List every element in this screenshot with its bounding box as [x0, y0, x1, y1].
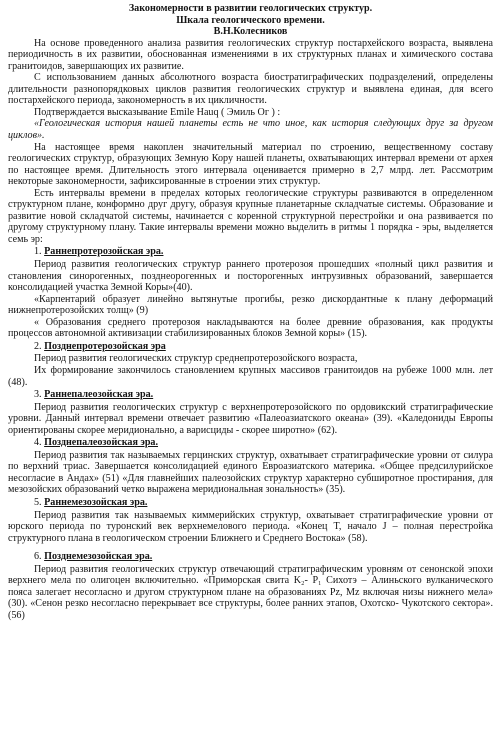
section-gap [8, 544, 493, 550]
era-number: 2. [34, 340, 42, 352]
era-paragraph: Период развития геологических структур отвечающий стратиграфическим уровням от сенонской эпохи верхнего мела по олигоцен включительно. «Приморская свита K₂- P₁ Сихотэ – Алиньского вулканического пояса залегает несогласно и другом структурном плане на образованиях Pz, Mz включая низы нижнего мела» (30). «Сенон резко несогласно перекрывает все структуры, более ранних этапов, Охотско- Чукотского сектора».(56) [8, 563, 493, 621]
era-paragraph: Их формирование закончилось становлением крупных массивов гранитоидов на рубеже 1000 млн. лет (48). [8, 364, 493, 388]
era-heading [8, 551, 493, 563]
era-paragraph: «Карпентарий образует линейно вытянутые прогибы, резко дискордантные к плану деформаций нижнепротерозойских толщ» (9) [8, 293, 493, 317]
document-subtitle: Шкала геологического времени. [176, 14, 325, 26]
intro-paragraph: На основе проведенного анализа развития геологических структур постархейского возраста, выявлена периодичность в их развитии, обоснованная изменениями в их структурных планах и химического состава гранитоидов, завершающих их развитие. [8, 37, 493, 72]
era-heading [8, 341, 493, 353]
era-paragraph: Период развития так называемых киммерийских структур, охватывает стратиграфические уровни от юрского периода по туронский век верхнемелового периода. «Конец T, начало J – полная перестройка структурного плана в геологическом строении Ближнего и Среднего Востока» (58). [8, 509, 493, 544]
document-author: В.Н.Колесников [213, 26, 288, 38]
era-title: Раннепалеозойская эра. [44, 389, 154, 401]
era-heading [8, 437, 493, 449]
era-heading [8, 246, 493, 258]
era-title: Позднепалеозойская эра. [44, 437, 159, 449]
era-number: 4. [34, 437, 42, 449]
intro-paragraph: Есть интервалы времени в пределах которых геологические структуры развиваются в определенном структурном плане, конформно друг другу, образуя крупные планетарные складчатые системы. Образование и развитие новой складчатой системы, начинается с коренной структурной перестройки и она развивается по другому структурному плану. Такие интервалы времени можно выделить в ритмы 1 порядка - эры, выделяется семь эр: [8, 187, 493, 245]
era-heading [8, 497, 493, 509]
era-paragraph: Период развития геологических структур раннего протерозоя прошедших «полный цикл развития и становления синорогенных, позднеорогенных и посторогенных интрузивных образований, завершается консолидацией участка Земной Коры»(40). [8, 259, 493, 294]
era-number: 1. [34, 246, 42, 258]
era-number: 3. [34, 389, 42, 401]
era-heading [8, 389, 493, 401]
era-title: Позднепротерозойская эра [44, 340, 166, 352]
era-paragraph: « Образования среднего протерозоя накладываются на более древние образования, как продукты процессов автономной активизации стабилизированных блоков Земной коры» (15). [8, 316, 493, 340]
intro-quote: «Геологическая история нашей планеты есть не что иное, как история следующих друг за другом циклов». [8, 118, 493, 142]
intro-paragraph: Подтверждается высказывание Emile Hauq ( Эмиль Ог ) : [34, 106, 281, 118]
era-title: Позднемезозойская эра. [44, 551, 153, 563]
era-paragraph: Период развития так называемых герцинских структур, охватывает стратиграфические уровни от силура по верхний триас. Завершается консолидацией единого Евроазиатского материка. «Общее предсилурийское несогласие в Андах» (51) «Для главнейших палеозойских структур характерно субширотное простирания, для мезозойских образований четко выражена меридиональная зональность» (35). [8, 449, 493, 496]
era-title: Раннепротерозойская эра. [44, 246, 164, 258]
era-number: 5. [34, 496, 42, 508]
era-number: 6. [34, 551, 42, 563]
era-paragraph: Период развития геологических структур с верхнепротерозойского по ордовикский стратиграфические уровни. Данный интервал времени отвечает развитию «Палеоазиатского океана» (39). «Каледониды Европы ориентированы скорее меридионально, а варисциды - скорее широтно» (62). [8, 401, 493, 436]
era-title: Раннемезозойская эра. [44, 496, 148, 508]
intro-paragraph: С использованием данных абсолютного возраста биостратиграфических подразделений, определены длительности разнопорядковых циклов развития геологических структур и выявлена единая, для всего постархейского периода, закономерность в их цикличности. [8, 72, 493, 107]
intro-paragraph: На настоящее время накоплен значительный материал по строению, вещественному составу геологических структур, образующих Земную Кору нашей планеты, охватывающих интервал времени от архея по настоящее время. Длительность этого интервала оценивается примерно в 2,7 млрд. лет. Рассмотрим некоторые закономерности, зафиксированные в строении этих структур. [8, 141, 493, 188]
document-title: Закономерности в развитии геологических структур. [128, 3, 373, 14]
era-paragraph: Период развития геологических структур среднепротерозойского возраста, [34, 353, 358, 365]
